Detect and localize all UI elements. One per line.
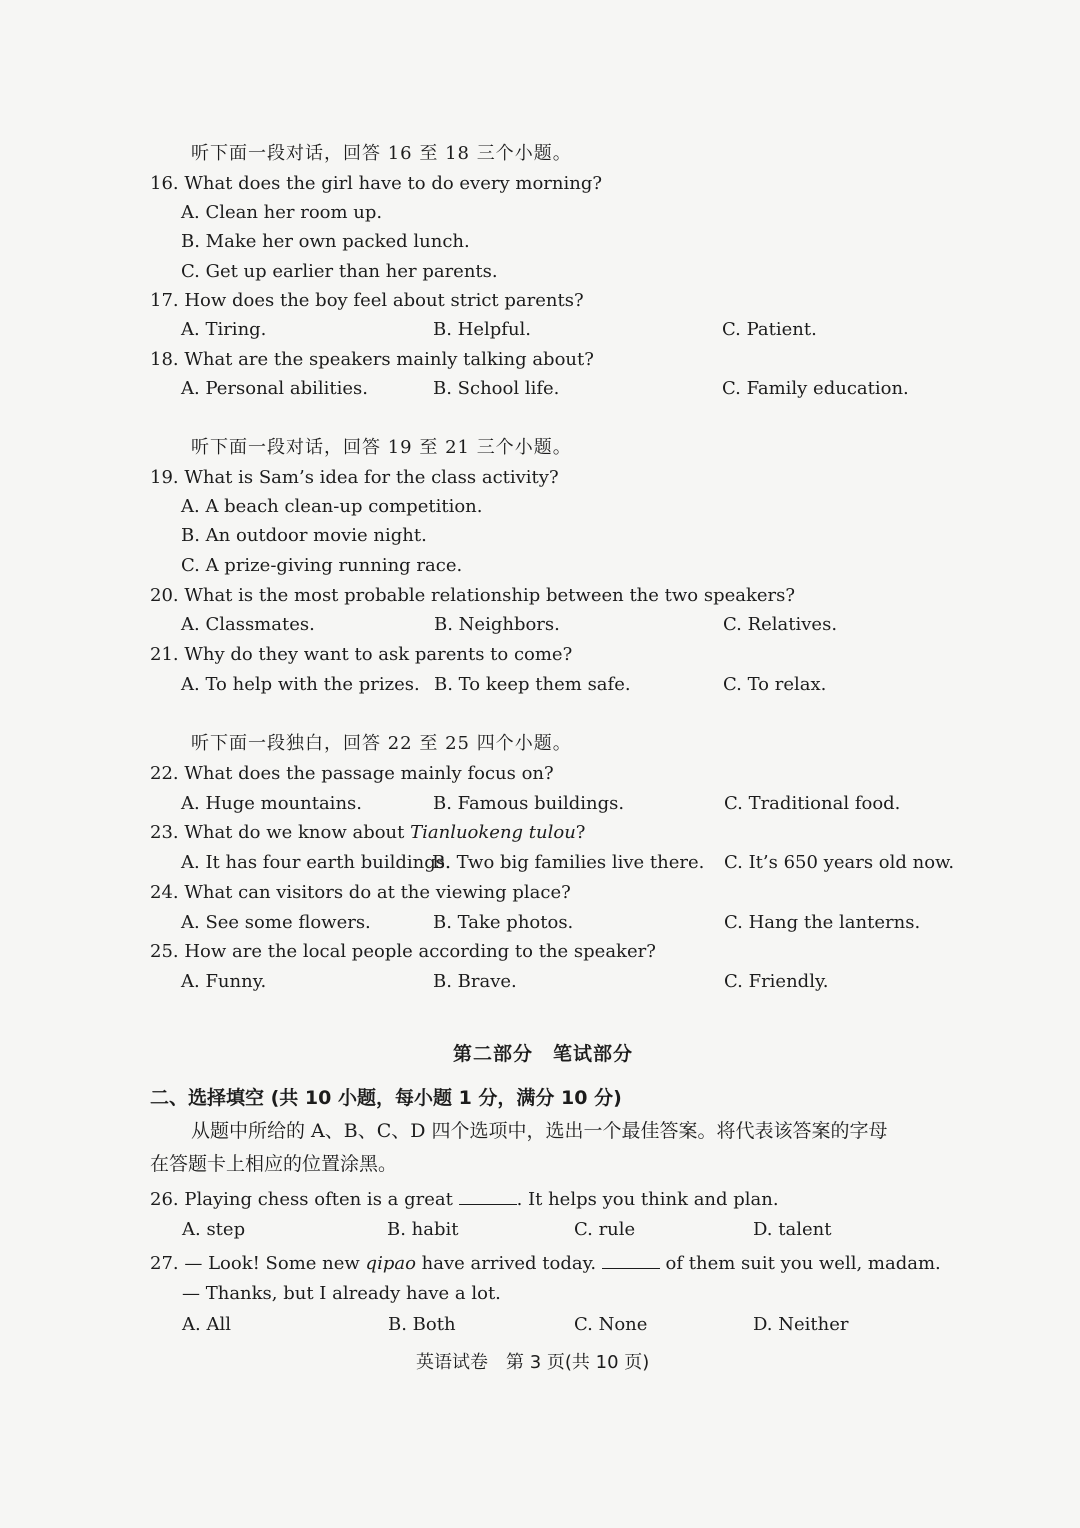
q22-option-b: B. Famous buildings. <box>433 793 625 814</box>
q23-stem-prefix: 23. What do we know about <box>150 822 411 843</box>
question-23 <box>150 821 585 845</box>
question-22: 22. What does the passage mainly focus on? <box>150 763 554 784</box>
q20-option-b: B. Neighbors. <box>434 614 560 635</box>
question-24: 24. What can visitors do at the viewing place? <box>150 882 571 903</box>
q27-line1-suffix: of them suit you well, madam. <box>659 1253 941 1274</box>
q27-blank <box>602 1250 660 1269</box>
question-21: 21. Why do they want to ask parents to come? <box>150 644 573 665</box>
q16-option-c: C. Get up earlier than her parents. <box>181 261 498 282</box>
question-17: 17. How does the boy feel about strict parents? <box>150 290 584 311</box>
question-20: 20. What is the most probable relationship between the two speakers? <box>150 585 796 606</box>
q18-option-c: C. Family education. <box>722 378 909 399</box>
q23-stem-italic: Tianluokeng tulou <box>410 822 576 843</box>
q24-option-a: A. See some flowers. <box>181 912 371 933</box>
q20-option-c: C. Relatives. <box>723 614 838 635</box>
q17-option-c: C. Patient. <box>722 319 817 340</box>
q18-option-b: B. School life. <box>433 378 560 399</box>
question-18: 18. What are the speakers mainly talking about? <box>150 349 594 370</box>
question-27 <box>150 1250 941 1276</box>
q26-option-a: A. step <box>182 1219 246 1240</box>
q16-option-b: B. Make her own packed lunch. <box>181 231 470 252</box>
q25-option-c: C. Friendly. <box>724 971 829 992</box>
q20-option-a: A. Classmates. <box>181 614 315 635</box>
part-two-title: 第二部分 笔试部分 <box>453 1043 634 1065</box>
q27-option-a: A. All <box>182 1314 231 1335</box>
question-26 <box>150 1186 779 1212</box>
q27-option-c: C. None <box>574 1314 648 1335</box>
question-19: 19. What is Sam’s idea for the class activity? <box>150 467 559 488</box>
page-footer: 英语试卷 第 3 页(共 10 页) <box>416 1352 650 1373</box>
q27-line1-italic: qipao <box>365 1253 416 1274</box>
q22-option-a: A. Huge mountains. <box>181 793 362 814</box>
section-instruction-1: 听下面一段对话，回答 16 至 18 三个小题。 <box>191 143 572 164</box>
q23-option-a: A. It has four earth buildings. <box>181 852 451 873</box>
q27-option-d: D. Neither <box>753 1314 849 1335</box>
q23-stem-suffix: ? <box>575 822 586 843</box>
q27-option-b: B. Both <box>388 1314 456 1335</box>
q17-option-b: B. Helpful. <box>433 319 532 340</box>
q23-option-c: C. It’s 650 years old now. <box>724 852 955 873</box>
q26-stem-prefix: 26. Playing chess often is a great <box>150 1189 459 1210</box>
q25-option-b: B. Brave. <box>433 971 517 992</box>
instruction-line-1: 从题中所给的 A、B、C、D 四个选项中，选出一个最佳答案。将代表该答案的字母 <box>191 1120 888 1142</box>
q19-option-a: A. A beach clean-up competition. <box>181 496 483 517</box>
q27-line1-prefix: 27. — Look! Some new <box>150 1253 366 1274</box>
q21-option-a: A. To help with the prizes. <box>181 674 420 695</box>
q26-option-d: D. talent <box>753 1219 832 1240</box>
q26-stem-suffix: . It helps you think and plan. <box>516 1189 779 1210</box>
q24-option-c: C. Hang the lanterns. <box>724 912 921 933</box>
q26-blank <box>459 1186 517 1205</box>
q25-option-a: A. Funny. <box>181 971 267 992</box>
q19-option-c: C. A prize-giving running race. <box>181 555 463 576</box>
q27-line-2: — Thanks, but I already have a lot. <box>182 1283 501 1304</box>
q24-option-b: B. Take photos. <box>433 912 574 933</box>
q18-option-a: A. Personal abilities. <box>181 378 369 399</box>
q22-option-c: C. Traditional food. <box>724 793 901 814</box>
q21-option-b: B. To keep them safe. <box>434 674 631 695</box>
question-16: 16. What does the girl have to do every morning? <box>150 173 602 194</box>
section-instruction-3: 听下面一段独白，回答 22 至 25 四个小题。 <box>191 733 572 754</box>
q27-line1-mid: have arrived today. <box>415 1253 602 1274</box>
instruction-line-2: 在答题卡上相应的位置涂黑。 <box>150 1153 398 1175</box>
section-two-heading: 二、选择填空 (共 10 小题，每小题 1 分，满分 10 分) <box>150 1087 622 1109</box>
q26-option-b: B. habit <box>387 1219 459 1240</box>
question-25: 25. How are the local people according to the speaker? <box>150 941 656 962</box>
q19-option-b: B. An outdoor movie night. <box>181 525 427 546</box>
q26-option-c: C. rule <box>574 1219 636 1240</box>
q16-option-a: A. Clean her room up. <box>181 202 383 223</box>
q21-option-c: C. To relax. <box>723 674 827 695</box>
section-instruction-2: 听下面一段对话，回答 19 至 21 三个小题。 <box>191 437 572 458</box>
q17-option-a: A. Tiring. <box>181 319 267 340</box>
q23-option-b: B. Two big families live there. <box>432 852 705 873</box>
